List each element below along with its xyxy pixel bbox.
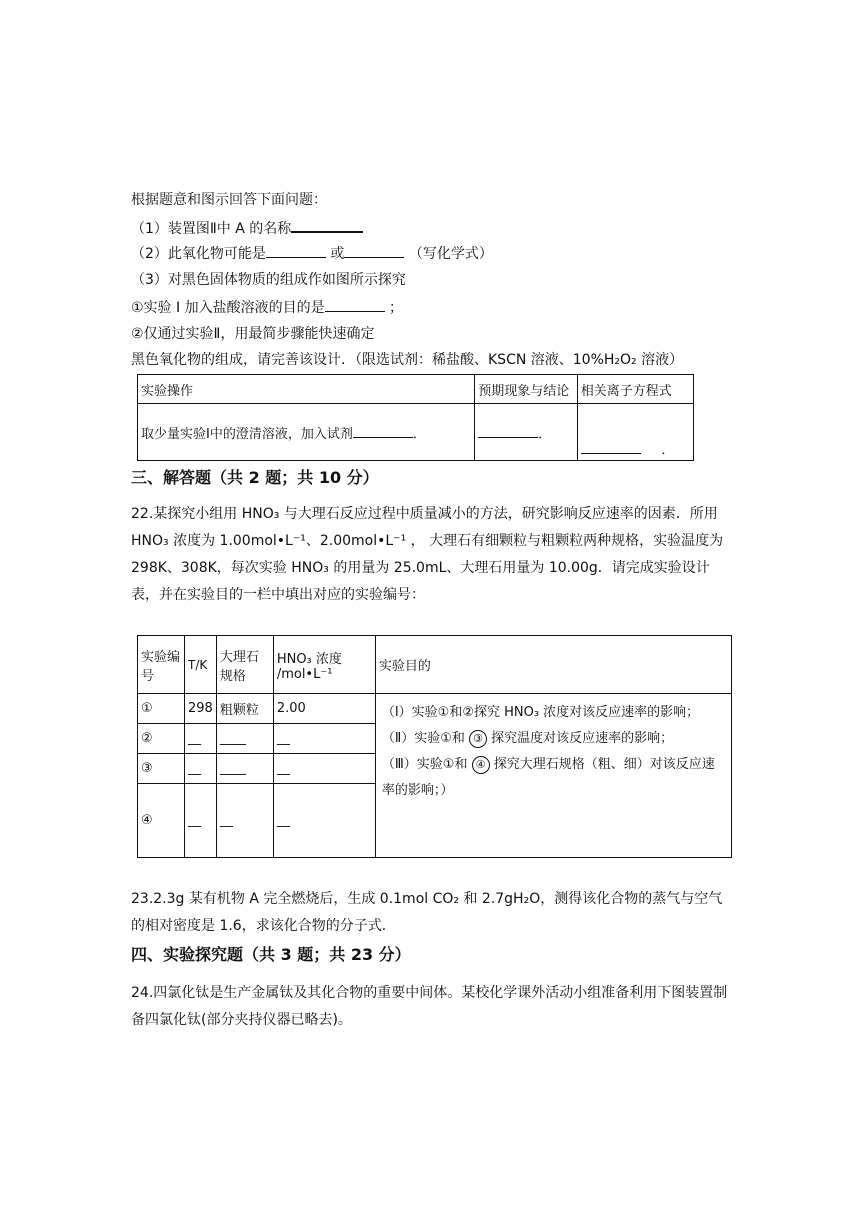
table-cell-end: ． <box>661 443 675 458</box>
experiment-table <box>137 635 732 858</box>
section-4-heading: 四、实验探究题（共 3 题；共 23 分） <box>131 945 411 964</box>
question-3-1 <box>131 297 403 318</box>
goal-2-text-end: 探究温度对该反应速率的影响； <box>487 731 674 746</box>
table-cell <box>138 404 475 461</box>
table-cell[interactable]: __ <box>273 784 375 858</box>
section-3-heading: 三、解答题（共 2 题；共 10 分） <box>131 468 379 487</box>
answer-blank[interactable] <box>478 423 538 438</box>
question-3-2-cont: 黑色氧化物的组成，请完善该设计．（限选试剂：稀盐酸、KSCN 溶液、10%H₂O₂ 溶液） <box>131 352 684 368</box>
goal-2-text: （Ⅱ）实验①和 <box>381 731 470 746</box>
answer-blank[interactable] <box>581 439 641 454</box>
table-cell: ④ <box>138 784 185 858</box>
question-1 <box>131 217 363 239</box>
goal-2 <box>382 726 725 752</box>
question-2 <box>131 243 493 264</box>
table-cell[interactable]: ____ <box>216 724 273 754</box>
question-24: 24.四氯化钛是生产金属钛及其化合物的重要中间体。某校化学课外活动小组准备利用下图装置制备四氯化钛(部分夹持仪器已略去)。 <box>131 985 728 1028</box>
goal-1: （Ⅰ）实验①和②探究 HNO₃ 浓度对该反应速率的影响； <box>381 705 700 720</box>
table-cell-goals <box>375 694 731 858</box>
question-2-or: 或 <box>325 246 345 262</box>
design-table <box>137 374 694 461</box>
table-header: 实验操作 <box>138 375 475 404</box>
question-1-text: （1）装置图Ⅱ中 A 的名称 <box>131 221 292 237</box>
table-cell-end: ． <box>412 426 426 442</box>
table-cell: 298 <box>185 694 217 724</box>
question-3-1-end: ； <box>389 300 404 316</box>
goal-3-text: （Ⅲ）实验①和 <box>381 757 472 772</box>
table-cell[interactable]: __ <box>185 724 217 754</box>
goal-3-text-end: 探究大理石规格（粗、细）对该反应速率的影响；） <box>381 757 715 798</box>
table-cell: 2.00 <box>273 694 375 724</box>
table-cell-text: 取少量实验Ⅰ中的澄清溶液，加入试剂 <box>141 426 353 442</box>
table-cell[interactable]: __ <box>216 784 273 858</box>
table-cell[interactable]: __ <box>185 784 217 858</box>
answer-blank[interactable] <box>344 243 404 258</box>
answer-blank[interactable] <box>266 243 326 258</box>
circled-number: ④ <box>472 756 490 774</box>
question-2-note: （写化学式） <box>408 246 493 262</box>
table-cell[interactable]: __ <box>185 754 217 784</box>
answer-blank[interactable] <box>291 217 363 233</box>
question-23: 23.2.3g 某有机物 A 完全燃烧后，生成 0.1mol CO₂ 和 2.7gH₂O，测得该化合物的蒸气与空气的相对密度是 1.6，求该化合物的分子式． <box>131 891 723 934</box>
table-cell-end: ． <box>538 426 552 442</box>
question-22: 22.某探究小组用 HNO₃ 与大理石反应过程中质量减小的方法，研究影响反应速率的因素．所用 HNO₃ 浓度为 1.00mol•L⁻¹、2.00mol•L⁻¹ ， 大理石有细颗粒与粗颗粒两种规格，实验温度为 298K、308K，每次实验 HNO₃ 的用量为 25.0mL、大理石用量为 10.00g．请完成实验设计表，并在实验目的一栏中填出对应的实验编号： <box>131 506 724 603</box>
table-header: T/K <box>185 636 217 694</box>
question-3-2: ②仅通过实验Ⅱ，用最简步骤能快速确定 <box>131 326 375 342</box>
table-header: HNO₃ 浓度 /mol•L⁻¹ <box>273 636 375 694</box>
table-cell[interactable]: __ <box>273 724 375 754</box>
table-cell[interactable]: ____ <box>216 754 273 784</box>
intro-line: 根据题意和图示回答下面问题： <box>131 192 327 208</box>
table-header: 相关离子方程式 <box>577 375 693 404</box>
question-3: （3）对黑色固体物质的组成作如图所示探究 <box>131 272 406 288</box>
table-header: 预期现象与结论 <box>475 375 578 404</box>
table-cell <box>475 404 578 461</box>
table-cell: ② <box>138 724 185 754</box>
answer-blank[interactable] <box>353 423 413 438</box>
table-cell: 粗颗粒 <box>216 694 273 724</box>
table-cell: ③ <box>138 754 185 784</box>
answer-blank[interactable] <box>325 297 385 312</box>
circled-number: ③ <box>469 730 487 748</box>
table-cell: ① <box>138 694 185 724</box>
table-header: 实验编号 <box>138 636 185 694</box>
table-header: 大理石规格 <box>216 636 273 694</box>
table-cell[interactable]: __ <box>273 754 375 784</box>
question-3-1-text: ①实验 I 加入盐酸溶液的目的是 <box>131 300 325 316</box>
goal-3 <box>382 752 725 804</box>
table-header: 实验目的 <box>375 636 731 694</box>
question-2-text: （2）此氧化物可能是 <box>131 246 266 262</box>
table-cell <box>577 404 693 461</box>
